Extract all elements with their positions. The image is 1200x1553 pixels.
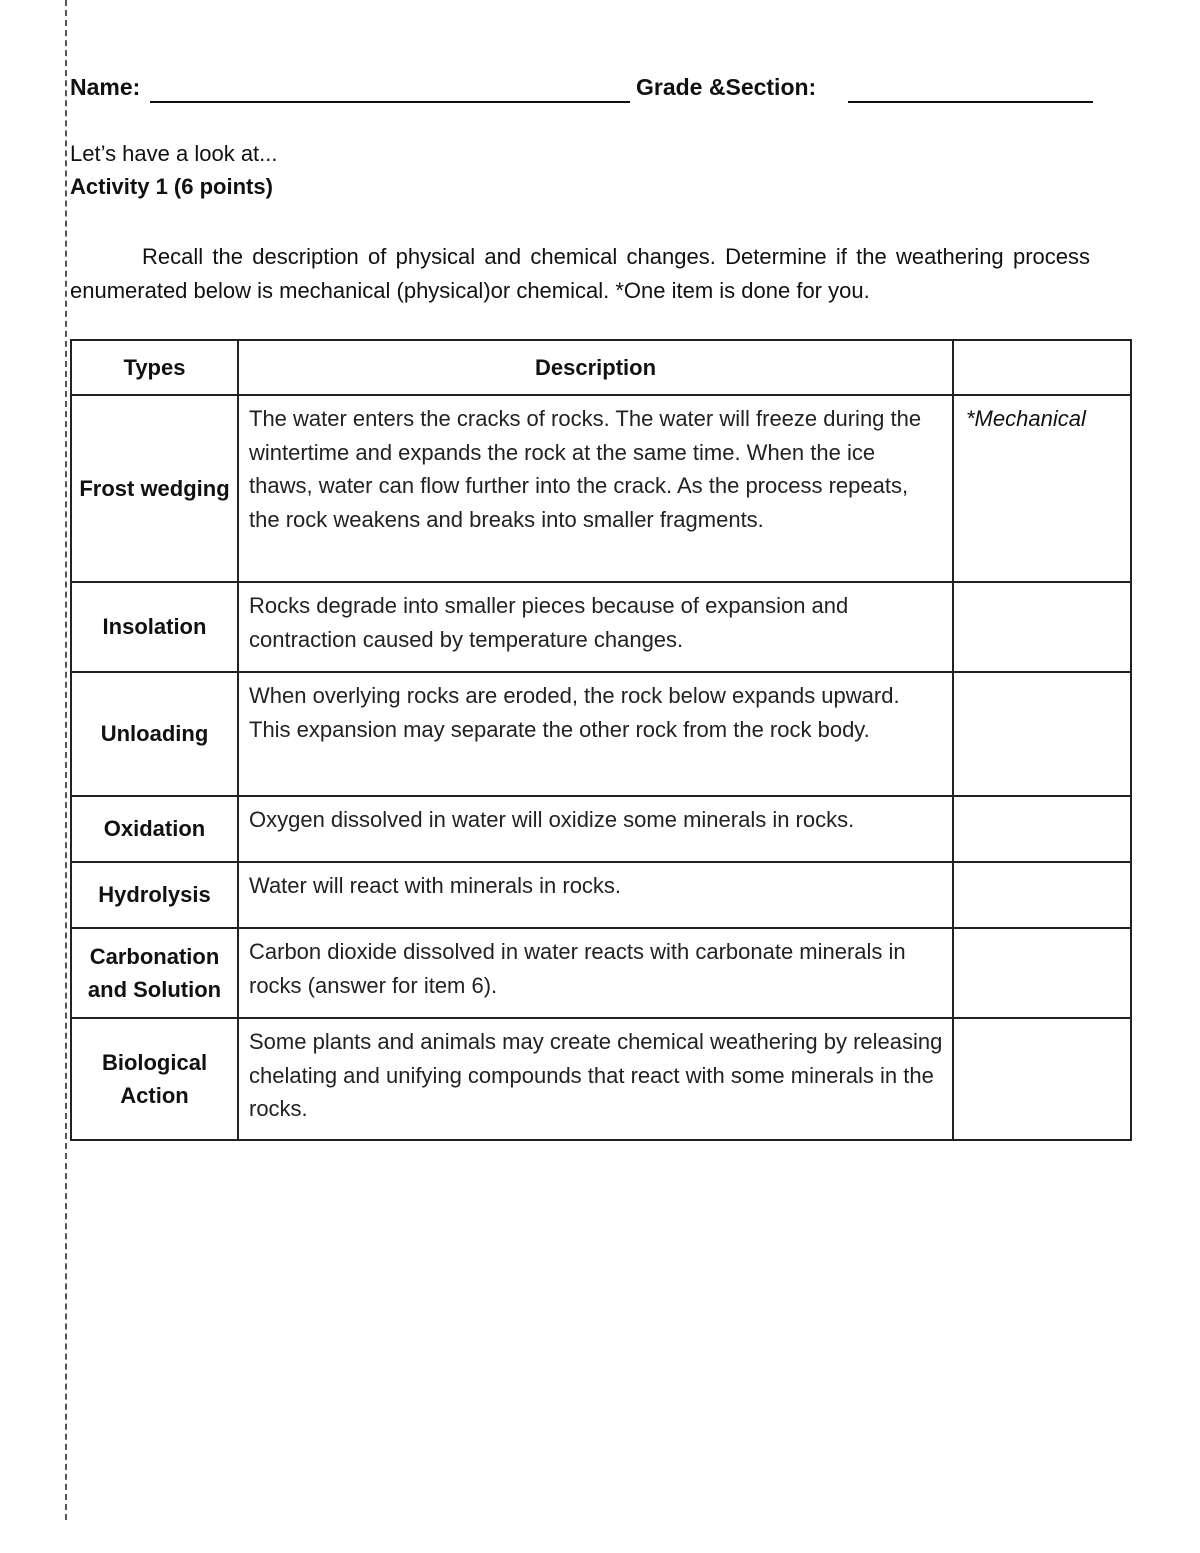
description-cell: Rocks degrade into smaller pieces because of expansion and contraction caused by temperature changes. (238, 582, 953, 672)
type-cell: Biological Action (71, 1018, 238, 1140)
table-header-row (71, 340, 1131, 395)
answer-cell[interactable] (953, 672, 1131, 796)
description-cell: The water enters the cracks of rocks. The water will freeze during the wintertime and expands the rock at the same time. When the ice thaws, water can flow further into the crack. As the process repeats, the rock weakens and breaks into smaller fragments. (238, 395, 953, 582)
answer-cell[interactable] (953, 1018, 1131, 1140)
type-cell: Carbonation and Solution (71, 928, 238, 1018)
description-cell: Water will react with minerals in rocks. (238, 862, 953, 928)
table-row (71, 796, 1131, 862)
table-row (71, 928, 1131, 1018)
answer-cell[interactable]: *Mechanical (953, 395, 1131, 582)
answer-cell[interactable] (953, 582, 1131, 672)
type-cell: Unloading (71, 672, 238, 796)
table-row (71, 395, 1131, 582)
table-row (71, 582, 1131, 672)
type-cell: Oxidation (71, 796, 238, 862)
name-field[interactable] (150, 101, 630, 103)
description-cell: When overlying rocks are eroded, the rock below expands upward. This expansion may separate the other rock from the rock body. (238, 672, 953, 796)
grade-section-field[interactable] (848, 101, 1093, 103)
table-row (71, 672, 1131, 796)
description-cell: Some plants and animals may create chemical weathering by releasing chelating and unifying compounds that react with some minerals in the rocks. (238, 1018, 953, 1140)
header-description: Description (238, 340, 953, 395)
table-row (71, 862, 1131, 928)
weathering-table (70, 339, 1132, 1141)
table-row (71, 1018, 1131, 1140)
type-cell: Frost wedging (71, 395, 238, 582)
activity-title: Activity 1 (6 points) (70, 174, 273, 199)
answer-cell[interactable] (953, 862, 1131, 928)
instructions-paragraph: Recall the description of physical and chemical changes. Determine if the weathering process enumerated below is mechanical (physical)or chemical. *One item is done for you. (70, 244, 1090, 303)
name-label: Name: (70, 74, 141, 100)
header-answer (953, 340, 1131, 395)
description-cell: Oxygen dissolved in water will oxidize some minerals in rocks. (238, 796, 953, 862)
intro-text: Let’s have a look at... (70, 141, 278, 166)
type-cell: Hydrolysis (71, 862, 238, 928)
answer-cell[interactable] (953, 796, 1131, 862)
answer-cell[interactable] (953, 928, 1131, 1018)
student-info-row (70, 72, 1110, 108)
grade-section-label: Grade &Section: (636, 74, 817, 100)
description-cell: Carbon dioxide dissolved in water reacts with carbonate minerals in rocks (answer for item 6). (238, 928, 953, 1018)
type-cell: Insolation (71, 582, 238, 672)
header-types: Types (71, 340, 238, 395)
margin-guide-line (65, 0, 67, 1520)
